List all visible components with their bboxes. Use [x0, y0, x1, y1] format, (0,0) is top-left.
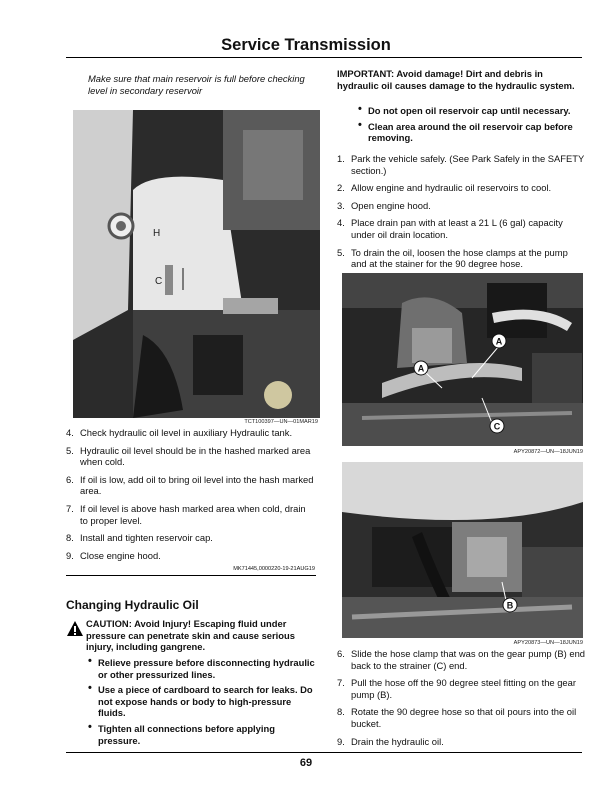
- cold-mark-label: C: [155, 276, 163, 287]
- list-item: • Clean area around the oil reservoir cap before removing.: [358, 118, 573, 144]
- list-item: 9. Close engine hood.: [66, 549, 161, 561]
- page-number: 69: [299, 757, 313, 769]
- right-steps-list-b: [337, 648, 585, 753]
- section-divider: [66, 575, 316, 576]
- callout-b: B: [506, 600, 514, 611]
- list-item: 8. Install and tighten reservoir cap.: [66, 532, 213, 544]
- warning-icon: [66, 620, 84, 638]
- list-item: 7. If oil level is above hash marked area when cold, drain to proper level.: [66, 502, 306, 526]
- high-mark-label: H: [153, 228, 161, 239]
- list-item: 4. Check hydraulic oil level in auxiliary Hydraulic tank.: [66, 427, 293, 438]
- list-item: • Use a piece of cardboard to search for leaks. Do not expose hands or body to high-pressure fluids.: [88, 682, 313, 719]
- photo1-credit: TCT100397—UN—01MAR19: [244, 419, 318, 425]
- list-item: 4. Place drain pan with at least a 21 L (6 gal) capacity under oil drain location.: [337, 217, 563, 240]
- footer-rule: [66, 752, 582, 753]
- gear-pump-photo: [342, 462, 583, 638]
- photo2-credit: APY20872—UN—18JUN19: [513, 449, 583, 455]
- list-item: 6. Slide the hose clamp that was on the gear pump (B) end back to the strainer (C) end.: [337, 648, 585, 671]
- list-item: 6. If oil is low, add oil to bring oil level into the hash marked area.: [66, 473, 314, 497]
- list-item: 2. Allow engine and hydraulic oil reservoirs to cool.: [337, 182, 552, 194]
- pump-photo: [342, 273, 583, 446]
- list-item: 8. Rotate the 90 degree hose so that oil pours into the oil bucket.: [337, 706, 577, 729]
- list-item: 1. Park the vehicle safely. (See Park Safely in the SAFETY section.): [337, 153, 585, 176]
- list-item: 9. Drain the hydraulic oil.: [337, 735, 444, 747]
- list-item: 7. Pull the hose off the 90 degree steel fitting on the gear pump (B).: [337, 677, 576, 700]
- callout-a-upper: A: [495, 336, 503, 347]
- left-steps-list: [66, 427, 316, 567]
- list-item: 3. Open engine hood.: [337, 199, 431, 211]
- section-ref: MK71445,0000220-19-21AUG19: [233, 566, 315, 572]
- list-item: 5. To drain the oil, loosen the hose clamps at the pump and at the stainer for the 90 degree hose.: [337, 246, 568, 270]
- caution-bullets: [86, 657, 316, 750]
- important-bullets: [356, 105, 584, 148]
- header-rule: [66, 57, 582, 58]
- reservoir-photo: [73, 110, 320, 418]
- list-item: • Tighten all connections before applying pressure.: [88, 720, 275, 746]
- list-item: • Do not open oil reservoir cap until necessary.: [358, 103, 571, 116]
- right-steps-list-a: [337, 153, 585, 276]
- page-title: Service Transmission: [221, 36, 391, 54]
- photo3-credit: APY20873—UN—18JUN19: [513, 640, 583, 646]
- callout-a-lower: A: [417, 363, 425, 374]
- important-notice: IMPORTANT: Avoid damage! Dirt and debris in hydraulic oil causes damage to the hydraulic system.: [337, 68, 575, 91]
- list-item: 5. Hydraulic oil level should be in the hashed marked area when cold.: [66, 444, 311, 468]
- caution-text: CAUTION: Avoid Injury! Escaping fluid under pressure can penetrate skin and cause serious injury, including gangrene.: [86, 618, 295, 653]
- photo-caption: Make sure that main reservoir is full before checking level in secondary reservoir: [88, 73, 305, 96]
- callout-c: C: [493, 421, 501, 432]
- list-item: • Relieve pressure before disconnecting hydraulic or other pressurized lines.: [88, 655, 315, 680]
- section-heading: Changing Hydraulic Oil: [66, 598, 199, 612]
